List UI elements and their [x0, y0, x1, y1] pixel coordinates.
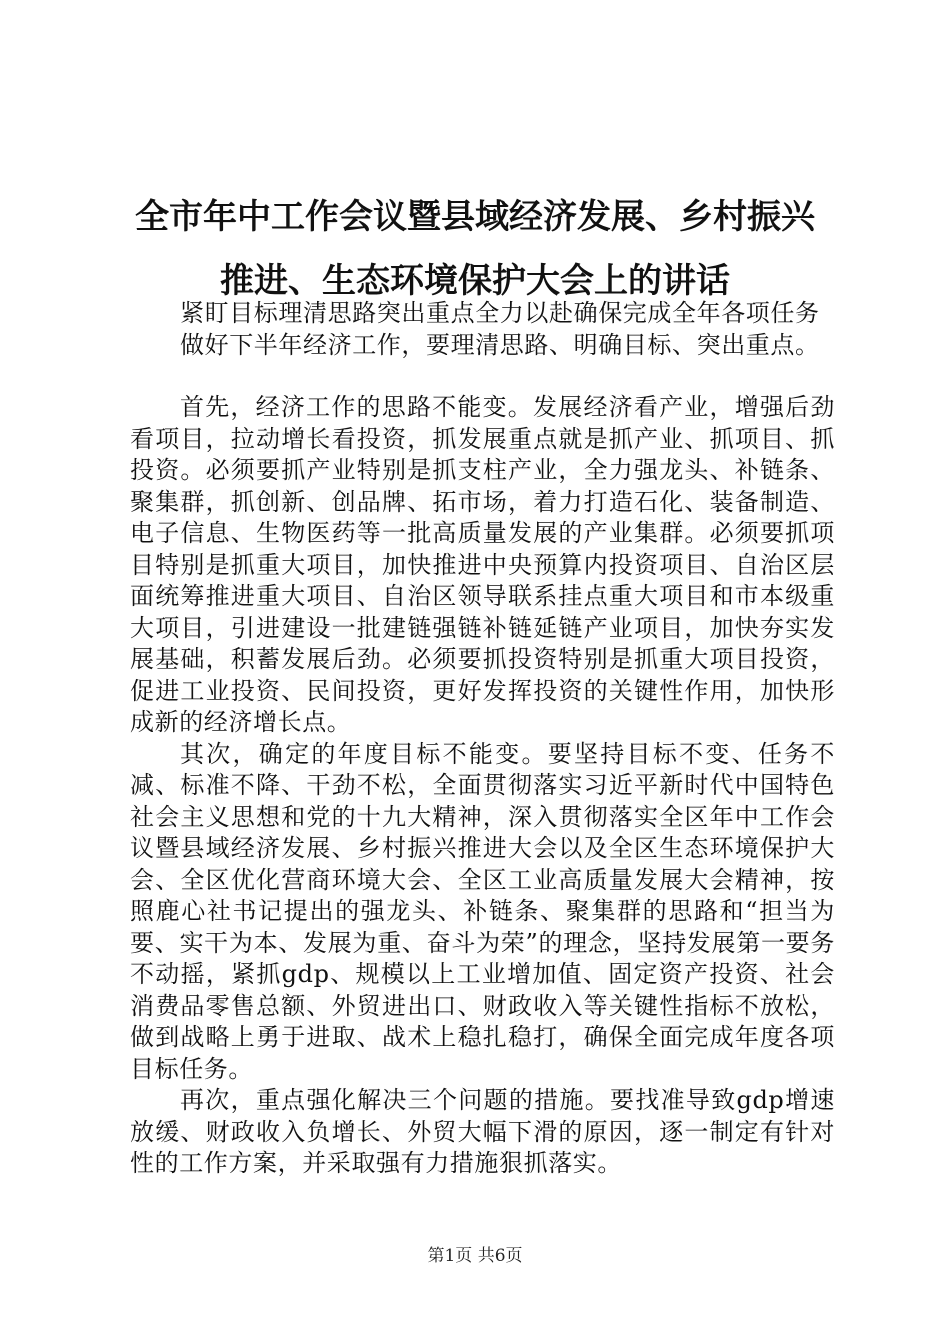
- title-line-2: 推进、生态环境保护大会上的讲话: [220, 261, 730, 301]
- document-body: [130, 298, 835, 1180]
- paragraph-first: 首先，经济工作的思路不能变。发展经济看产业，增强后劲看项目，拉动增长看投资，抓发展重点就是抓产业、抓项目、抓投资。必须要抓产业特别是抓支柱产业，全力强龙头、补链条、聚集群，抓创新、创品牌、拓市场，着力打造石化、装备制造、电子信息、生物医药等一批高质量发展的产业集群。必须要抓项目特别是抓重大项目，加快推进中央预算内投资项目、自治区层面统筹推进重大项目、自治区领导联系挂点重大项目和市本级重大项目，引进建设一批建链强链补链延链产业项目，加快夯实发展基础，积蓄发展后劲。必须要抓投资特别是抓重大项目投资，促进工业投资、民间投资，更好发挥投资的关键性作用，加快形成新的经济增长点。: [130, 393, 835, 736]
- paragraph-second: 其次，确定的年度目标不能变。要坚持目标不变、任务不减、标准不降、干劲不松，全面贯彻落实习近平新时代中国特色社会主义思想和党的十九大精神，深入贯彻落实全区年中工作会议暨县域经济发展、乡村振兴推进大会以及全区生态环境保护大会、全区优化营商环境大会、全区工业高质量发展大会精神，按照鹿心社书记提出的强龙头、补链条、聚集群的思路和“担当为要、实干为本、发展为重、奋斗为荣”的理念，坚持发展第一要务不动摇，紧抓gdp、规模以上工业增加值、固定资产投资、社会消费品零售总额、外贸进出口、财政收入等关键性指标不放松，做到战略上勇于进取、战术上稳扎稳打，确保全面完成年度各项目标任务。: [130, 739, 835, 1083]
- paragraph-intro: 做好下半年经济工作，要理清思路、明确目标、突出重点。: [180, 330, 820, 359]
- title-line-1: 全市年中工作会议暨县域经济发展、乡村振兴: [135, 197, 815, 237]
- document-title: [100, 185, 850, 313]
- page-footer: 第1页 共6页: [427, 1246, 523, 1266]
- paragraph-subtitle: 紧盯目标理清思路突出重点全力以赴确保完成全年各项任务: [180, 299, 820, 327]
- paragraph-third: 再次，重点强化解决三个问题的措施。要找准导致gdp增速放缓、财政收入负增长、外贸大幅下滑的原因，逐一制定有针对性的工作方案，并采取强有力措施狠抓落实。: [130, 1086, 835, 1177]
